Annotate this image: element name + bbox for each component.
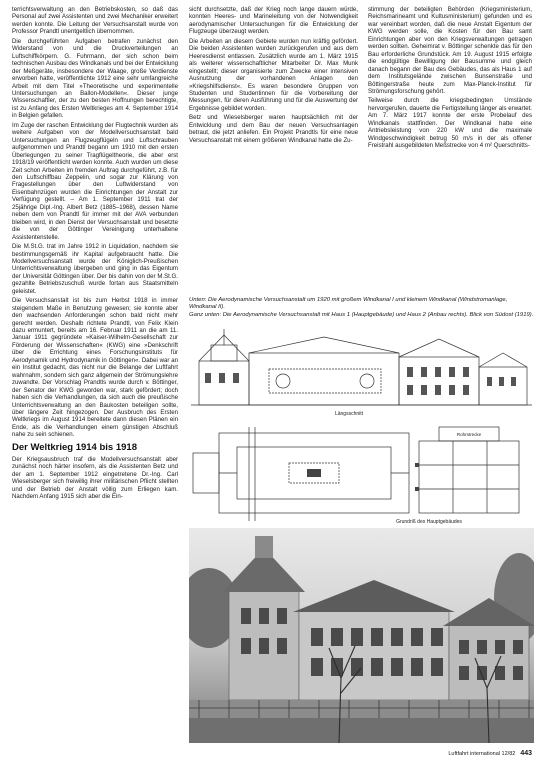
figure-elevation-drawing <box>189 323 534 421</box>
caption-bottom: Ganz unten: Die Aerodynamische Versuchsanstalt mit Haus 1 (Hauptgebäude) und Haus 2 (Anbau rechts). Blick von Südost (1919). <box>189 312 534 318</box>
plan-label: Grundriß des Hauptgebäudes <box>396 519 462 525</box>
page-footer <box>400 750 532 757</box>
text-column-left <box>12 6 178 503</box>
page-number: 443 <box>520 750 532 757</box>
paragraph: Betz und Wieselsberger waren hauptsächlich mit der Entwicklung und dem Bau der neuen Versuchsanlagen betraut, die jetzt anliefen. Ein Projekt Prandtls für eine neue Versuchsanstalt mit einem größeren Windkanal hatte die Zu- <box>189 114 358 144</box>
elevation-label: Längsschnitt <box>334 411 364 417</box>
elevation-drawing <box>189 323 534 421</box>
paragraph: Teilweise durch die kriegsbedingten Umstände hervorgerufen, dauerte die Fertigstellung länger als erwartet. Am 7. März 1917 konnte der erste Probelauf des Windkanals stattfinden. Der Windkanal hatte eine Antriebsleistung von 220 kW und die maximale Windgeschwindigkeit betrug 50 m/s in der als offener Freistrahl ausgebildeten Meßstrecke von 4 m² Querschnitts- <box>368 97 532 150</box>
paragraph: Im Zuge der raschen Entwicklung der Flugtechnik wurden als weitere Aufgaben von der Modellversuchsanstalt bald Untersuchungen an Flugzeugflügeln und Luftschrauben aufgenommen und Prandtl begann um 1910 mit den ersten Überlegungen zu seiner Tragflügeltheorie, die aber erst 1918/19 veröffentlicht werden konnte. Auch wurden um diese Zeit schon Arbeiten im fremden Auftrag durchgeführt, z.B. für den Luftschiffbau Zeppelin, und sogar zur Klärung von Fragestellungen über den Luftwiderstand von Eisenbahnzügen wurden die Einrichtungen der Anstalt zur Verfügung gestellt. – Am 1. September 1911 trat der 25jährige Dipl.-Ing. Albert Betz (1885–1968), dessen Name neben dem von Prandtl für immer mit der AVA verbunden bleiben wird, in den Dienst der Versuchsanstalt und besetzte die von der Göttinger Vereinigung unterhaltene Assistentenstelle. <box>12 121 178 241</box>
paragraph: Die durchgeführten Aufgaben betrafen zunächst den Widerstand von und die Druckverteilungen an Luftschiffkörpern. G. Fuhrmann, der sich schon beim technischen Ausbau des Windkanals und bei der Entwicklung der Meßgeräte, insbesondere der Waage, große Verdienste erworben hatte, veröffentlichte 1912 eine sehr umfangreiche Arbeit mit dem Titel »Theoretische und experimentelle Untersuchungen an Ballon-Modellen«. Dieser junge Wissenschaftler, der zu den besten Hoffnungen berechtigte, ist zu Anfang des Ersten Weltkrieges am 4. September 1914 in Belgien gefallen. <box>12 37 178 120</box>
caption-top: Unten: Die Aerodynamische Versuchsanstalt um 1920 mit großem Windkanal I und kleinem Windkanal (Windstromanlage, Windkanal II). <box>189 297 508 310</box>
paragraph: Die Versuchsanstalt ist bis zum Herbst 1918 in immer steigendem Maße in Benutzung gewesen; sie konnte aber den wachsenden Anforderungen schon bald nicht mehr gerecht werden. Deshalb richtete Prandtl, von Felix Klein dazu ermuntert, bereits am 16. Februar 1911 an die am 11. Januar 1911 gegründete »Kaiser-Wilhelm-Gesellschaft zur Förderung der Wissenschaften« (KWG) eine »Denkschrift über die Errichtung eines Forschungsinstituts für Aerodynamik und Hydrodynamik in Göttingen«. Dabei war an ein Institut gedacht, das nicht nur die Belange der Luftfahrt wahrnahm, sondern sich ganz allgemein der Strömungslehre zuwandte. Der Vorschlag Prandtls wurde durch v. Böttinger, der Senator der KWG geworden war, stark gefördert; doch haben sich die Verhandlungen, da sich auch die preußische Unterrichtsverwaltung an den Baukosten beteiligen sollte, über längere Zeit hingezogen. Der Ausbruch des Ersten Weltkriegs im August 1914 bereitete dann diesen Plänen ein Ende, als die Verhandlungen einem günstigen Abschluß nahe zu sein schienen. <box>12 297 178 439</box>
plan-room-label: Rohrstrecke <box>456 432 482 437</box>
journal-name: Luftfahrt international 12/82 <box>448 751 516 757</box>
figure-captions <box>189 297 534 320</box>
text-column-middle <box>189 6 358 146</box>
paragraph: terrichtsverwaltung an den Betriebskosten, so daß das Personal auf zwei Assistenten und zwei Mechaniker erweitert werden konnte. Die Leitung der Versuchsanstalt wurde von Professor Prandtl unentgeltlich übernommen. <box>12 6 178 36</box>
paragraph: Die M.St.G. trat im Jahre 1912 in Liquidation, nachdem sie bestimmungsgemäß ihr Kapital aufgebraucht hatte. Die Modellversuchsanstalt wurde der Königlich-Preußischen Unterrichtsverwaltung übergeben und ging in das Eigentum der Universität Göttingen über. Der bis dahin von der M.St.G. gezahlte Betriebszuschuß wurde fortan aus Staatsmitteln geleistet. <box>12 243 178 295</box>
floor-plan-drawing <box>189 423 534 526</box>
paragraph: stimmung der beteiligten Behörden (Kriegsministerium, Reichsmarineamt und Kultusministerium) gefunden und es war vereinbart worden, daß die neue Anstalt Eigentum der KWG werden solle, die Kosten für den Bau samt Einrichtungen aber von den Kriegsverwaltungen getragen werden sollten. Geheimrat v. Böttinger schenkte das für den Bau erforderliche Grundstück. Am 19. August 1915 erfolgte die endgültige Bewilligung der Bausumme und gleich danach begann der Bau des Gebäudes, das als Haus 1 auf dem Institutsgelände zwischen Bunsenstraße und Böttingerstraße heute zum Max-Planck-Institut für Strömungsforschung gehört. <box>368 6 532 95</box>
section-heading: Der Weltkrieg 1914 bis 1918 <box>12 441 137 453</box>
paragraph: sicht durchsetzte, daß der Krieg noch lange dauern würde, konnten Heeres- und Marineleitung von der Notwendigkeit aerodynamischer Untersuchungen für die Entwicklung der Flugzeuge überzeugt werden. <box>189 6 358 36</box>
building-photograph <box>189 528 534 743</box>
paragraph: Der Kriegsausbruch traf die Modellversuchsanstalt aber zunächst noch härter insofern, als die Assistenten Betz und der am 1. September 1912 eingetretene Dr.-Ing. Carl Wieselsberger sich freiwillig ihrer militärischen Pflicht stellten und der Betrieb der Anstalt völlig zum Erliegen kam. Nachdem Anfang 1915 sich aber die Ein- <box>12 455 178 501</box>
figure-floor-plan <box>189 423 534 526</box>
paragraph: Die Arbeiten an diesem Gebiete wurden nun kräftig gefördert. Die beiden Assistenten wurden zurückgerufen und aus dem Heeresdienst entlassen. Zusätzlich wurde am 1. März 1915 als weiterer wissenschaftlicher Mitarbeiter Dr. Max Munk eingestellt; dieser organisierte zum Zwecke einer intensiven Ausnutzung der vorhandenen Anlagen den »Kriegshilfsdienst«. Es waren besondere Gruppen von Studenten und Studentinnen für die Vorbereitung der Messungen, für deren Ausführung und für die Auswertung der Ergebnisse gebildet worden. <box>189 37 358 112</box>
building-photo-illustration <box>189 528 534 743</box>
text-column-right <box>368 6 532 152</box>
